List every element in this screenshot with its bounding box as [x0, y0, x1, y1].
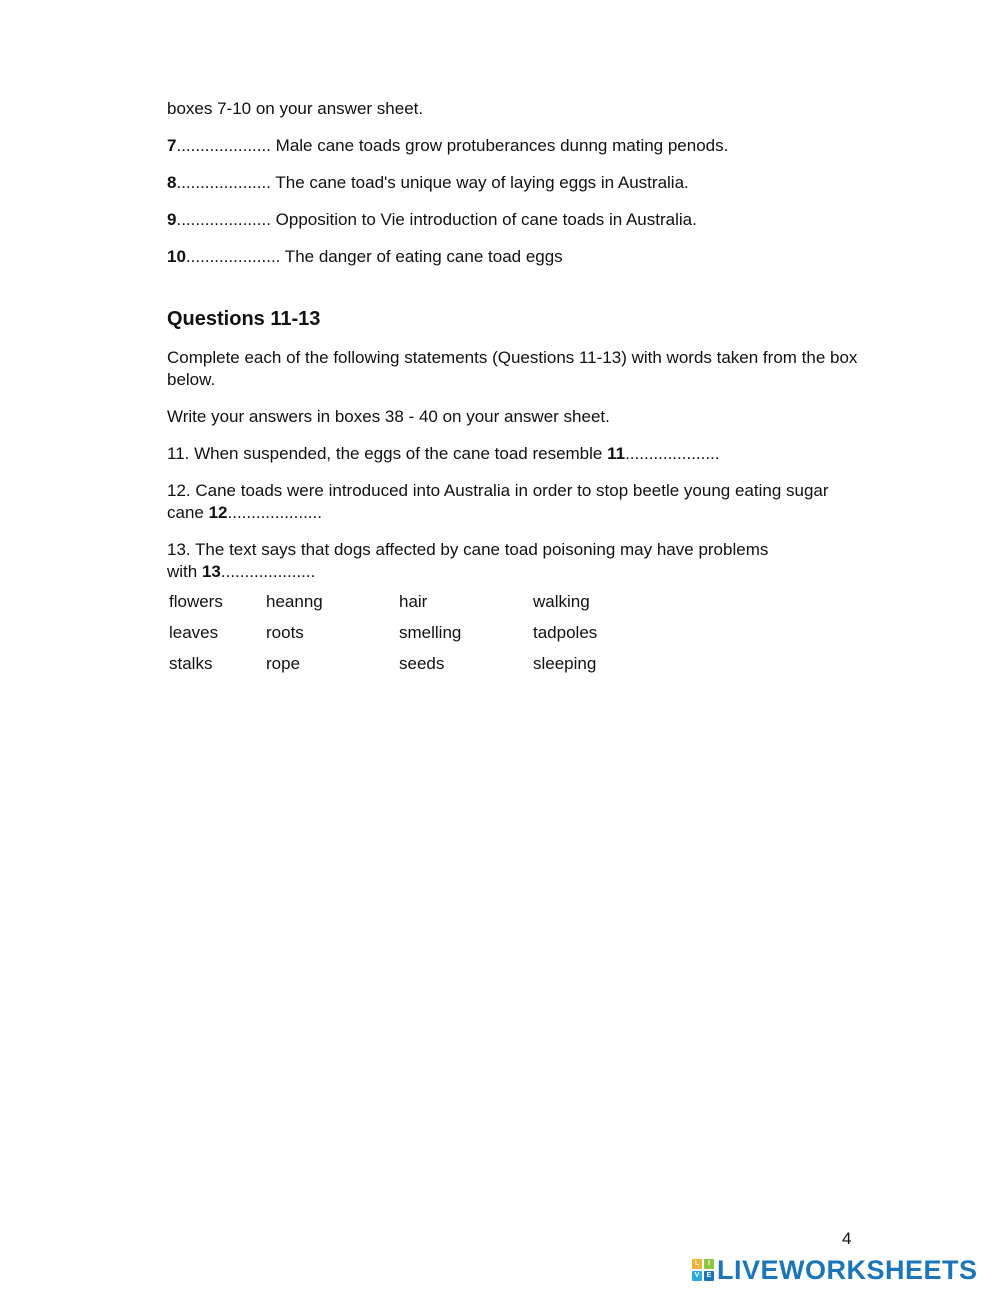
answer-blank[interactable]: ....................	[176, 173, 271, 192]
word-row	[167, 622, 653, 653]
matching-item-7	[167, 135, 897, 157]
logo-mark-icon	[692, 1259, 714, 1281]
answer-blank[interactable]: ....................	[625, 444, 720, 463]
question-text: Male cane toads grow protuberances dunng mating penods.	[270, 136, 729, 155]
word-option: stalks	[169, 654, 213, 673]
word-option: roots	[266, 623, 304, 642]
logo-letter-v: V	[692, 1271, 702, 1281]
logo-letter-e: E	[704, 1271, 714, 1281]
page-number: 4	[842, 1229, 852, 1248]
logo-letter-l: L	[692, 1259, 702, 1269]
matching-item-9	[167, 209, 897, 231]
word-option: sleeping	[533, 654, 597, 673]
word-row	[167, 653, 653, 684]
statement-number: 12	[208, 503, 228, 522]
word-option: heanng	[266, 592, 323, 611]
question-number: 7	[167, 136, 177, 155]
answer-blank[interactable]: ....................	[185, 247, 281, 266]
intro-fragment: boxes 7-10 on your answer sheet.	[167, 99, 424, 118]
statement-number: 13	[201, 562, 221, 581]
statement-text-line1: 12. Cane toads were introduced into Australia in order to stop beetle young eating sugar	[167, 481, 829, 500]
word-option: seeds	[399, 654, 445, 673]
logo-letter-i: I	[704, 1259, 714, 1269]
instruction-complete: Complete each of the following statements (Questions 11-13) with words taken from the box below.	[167, 348, 858, 389]
liveworksheets-logo[interactable]	[692, 1255, 978, 1285]
word-option: hair	[399, 592, 428, 611]
matching-questions	[167, 135, 897, 268]
instruction-write: Write your answers in boxes 38 - 40 on your answer sheet.	[167, 407, 610, 426]
word-row	[167, 591, 653, 622]
section-heading: Questions 11-13	[167, 308, 321, 330]
logo-text: LIVEWORKSHEETS	[717, 1255, 978, 1285]
question-text: Opposition to Vie introduction of cane toads in Australia.	[270, 210, 697, 229]
word-option: flowers	[169, 592, 223, 611]
statement-13	[167, 539, 897, 583]
answer-blank[interactable]: ....................	[176, 136, 271, 155]
question-number: 8	[167, 173, 177, 192]
word-option: rope	[266, 654, 301, 673]
question-number: 10	[167, 247, 186, 266]
word-option: tadpoles	[533, 623, 598, 642]
question-text: The danger of eating cane toad eggs	[280, 247, 563, 266]
answer-blank[interactable]: ....................	[227, 503, 322, 522]
statement-text: 11. When suspended, the eggs of the cane toad resemble	[167, 444, 608, 463]
statement-12	[167, 480, 897, 524]
answer-blank[interactable]: ....................	[176, 210, 271, 229]
statement-number: 11	[607, 444, 626, 463]
word-option: walking	[533, 592, 590, 611]
answer-blank[interactable]: ....................	[220, 562, 316, 581]
statement-11	[167, 443, 897, 465]
worksheet-page	[167, 98, 897, 684]
statement-text-line2: with	[167, 562, 202, 581]
word-box	[167, 591, 653, 684]
statement-text-line2: cane	[167, 503, 209, 522]
word-option: smelling	[399, 623, 462, 642]
statement-text-line1: 13. The text says that dogs affected by cane toad poisoning may have problems	[167, 540, 769, 559]
matching-item-8	[167, 172, 897, 194]
question-number: 9	[167, 210, 177, 229]
question-text: The cane toad's unique way of laying eggs in Australia.	[270, 173, 689, 192]
word-option: leaves	[169, 623, 219, 642]
matching-item-10	[167, 246, 897, 268]
